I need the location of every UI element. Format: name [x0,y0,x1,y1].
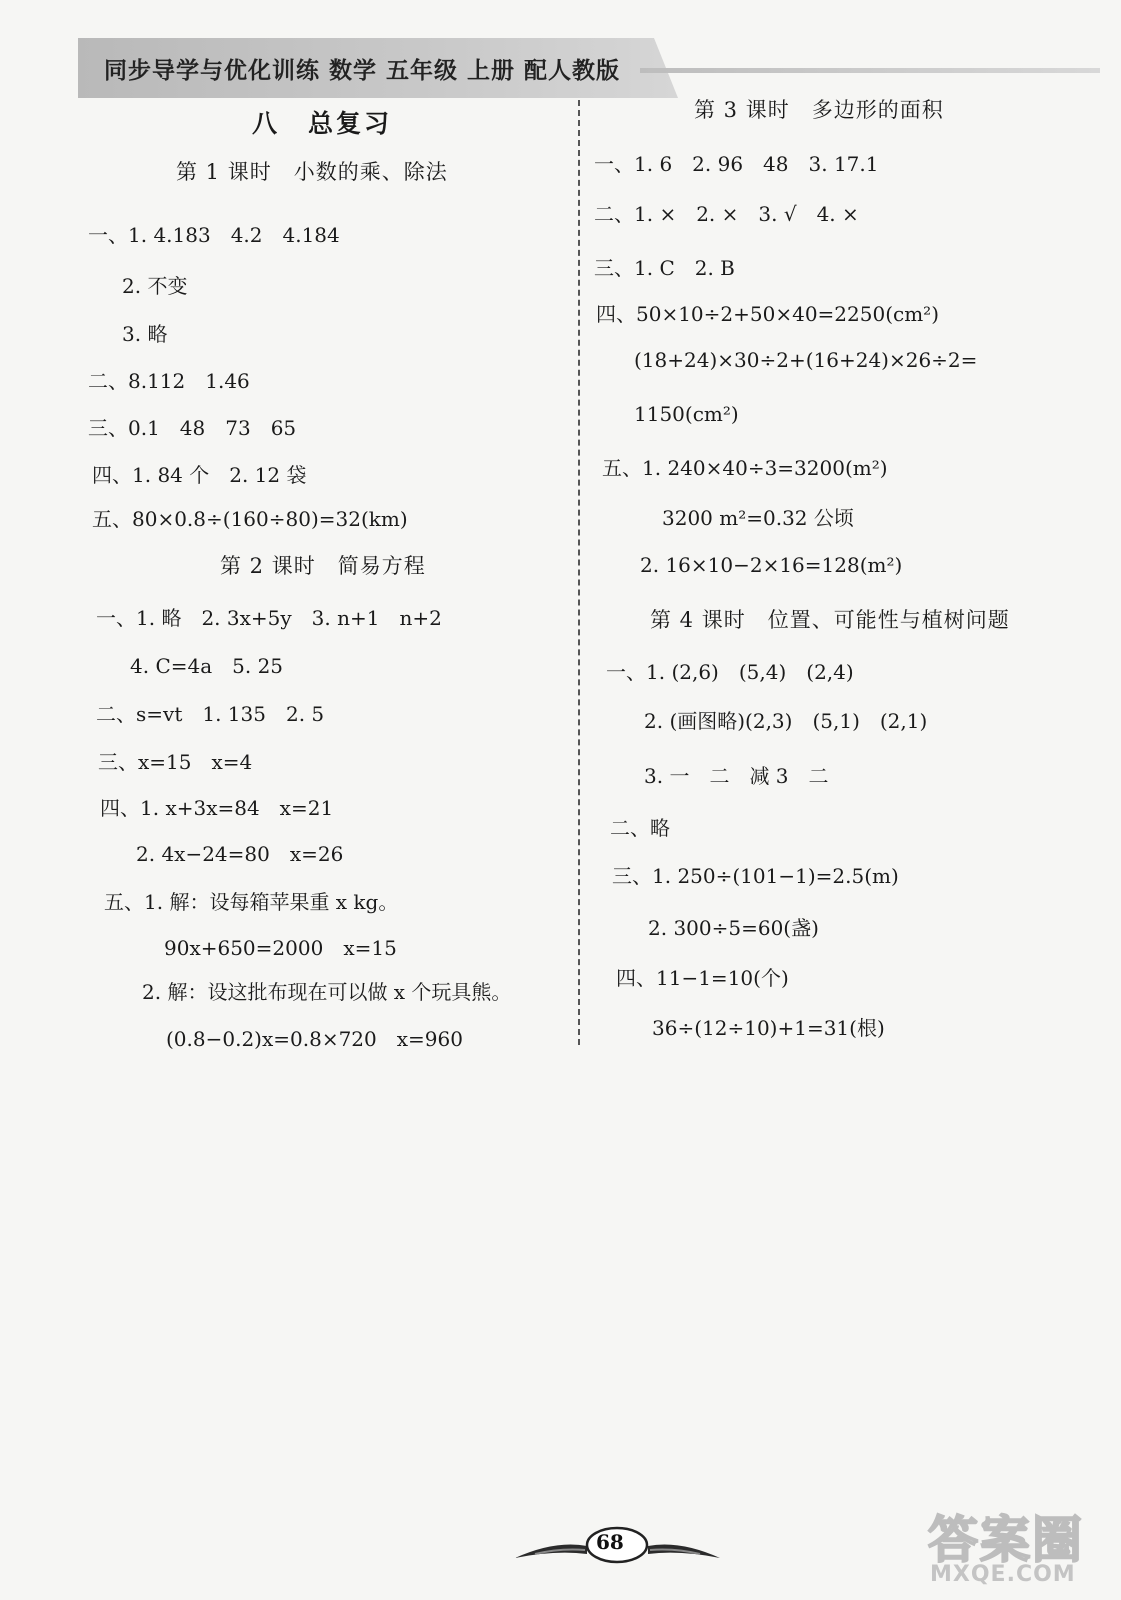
answer-line: 一、1. 略 2. 3x+5y 3. n+1 n+2 [96,606,442,630]
answer-line: 3200 m²=0.32 公顷 [662,506,854,530]
answer-line: 三、1. C 2. B [594,256,735,280]
answer-line: 2. 解：设这批布现在可以做 x 个玩具熊。 [142,980,512,1004]
answer-line: 三、0.1 48 73 65 [88,416,297,440]
answer-line: 36÷(12÷10)+1=31(根) [652,1016,885,1040]
lesson-4-title: 第 4 课时 位置、可能性与植树问题 [650,608,1010,632]
answer-line: 四、1. x+3x=84 x=21 [100,796,334,820]
lesson-1-title: 第 1 课时 小数的乘、除法 [176,160,448,184]
book-title: 同步导学与优化训练 数学 五年级 上册 配人教版 [104,57,621,84]
chapter-title: 八 总复习 [252,109,393,138]
answer-line: 四、11−1=10(个) [616,966,789,990]
answer-line: 二、1. × 2. × 3. √ 4. × [594,202,859,226]
answer-line: 二、8.112 1.46 [88,369,250,393]
answer-line: 2. 16×10−2×16=128(m²) [640,553,903,577]
watermark-url: MXQE.COM [930,1562,1076,1587]
answer-line: 2. (画图略)(2,3) (5,1) (2,1) [644,709,928,733]
answer-line: 五、1. 240×40÷3=3200(m²) [602,456,888,480]
answer-line: 2. 不变 [122,274,188,298]
answer-line: 2. 300÷5=60(盏) [648,916,819,940]
answer-line: 3. 略 [122,322,168,346]
answer-line: 二、s=vt 1. 135 2. 5 [96,702,325,726]
answer-line: 一、1. (2,6) (5,4) (2,4) [606,660,854,684]
answer-line: (18+24)×30÷2+(16+24)×26÷2= [634,348,978,372]
answer-line: 1150(cm²) [634,402,739,426]
answer-line: 四、50×10÷2+50×40=2250(cm²) [596,302,939,326]
column-divider [578,100,580,1045]
answer-line: 四、1. 84 个 2. 12 袋 [92,463,307,487]
answer-line: 三、1. 250÷(101−1)=2.5(m) [612,864,899,888]
answer-line: 一、1. 4.183 4.2 4.184 [88,223,340,247]
answer-line: 三、x=15 x=4 [98,750,253,774]
answer-line: 一、1. 6 2. 96 48 3. 17.1 [594,152,879,176]
answer-line: 2. 4x−24=80 x=26 [136,842,344,866]
lesson-2-title: 第 2 课时 简易方程 [220,554,426,578]
answer-line: 五、80×0.8÷(160÷80)=32(km) [92,507,408,531]
answer-line: 90x+650=2000 x=15 [164,936,397,960]
watermark-logo-text: 答案圈 [928,1510,1084,1569]
answer-line: 4. C=4a 5. 25 [130,654,284,678]
answer-line: 二、略 [610,816,670,840]
header-rule [640,68,1100,73]
answer-line: (0.8−0.2)x=0.8×720 x=960 [166,1027,463,1051]
lesson-3-title: 第 3 课时 多边形的面积 [694,98,944,122]
answer-line: 3. 一 二 减 3 二 [644,764,829,788]
site-watermark [928,1500,1103,1590]
answer-line: 五、1. 解：设每箱苹果重 x kg。 [104,890,399,914]
page-number: 68 [596,1530,624,1554]
